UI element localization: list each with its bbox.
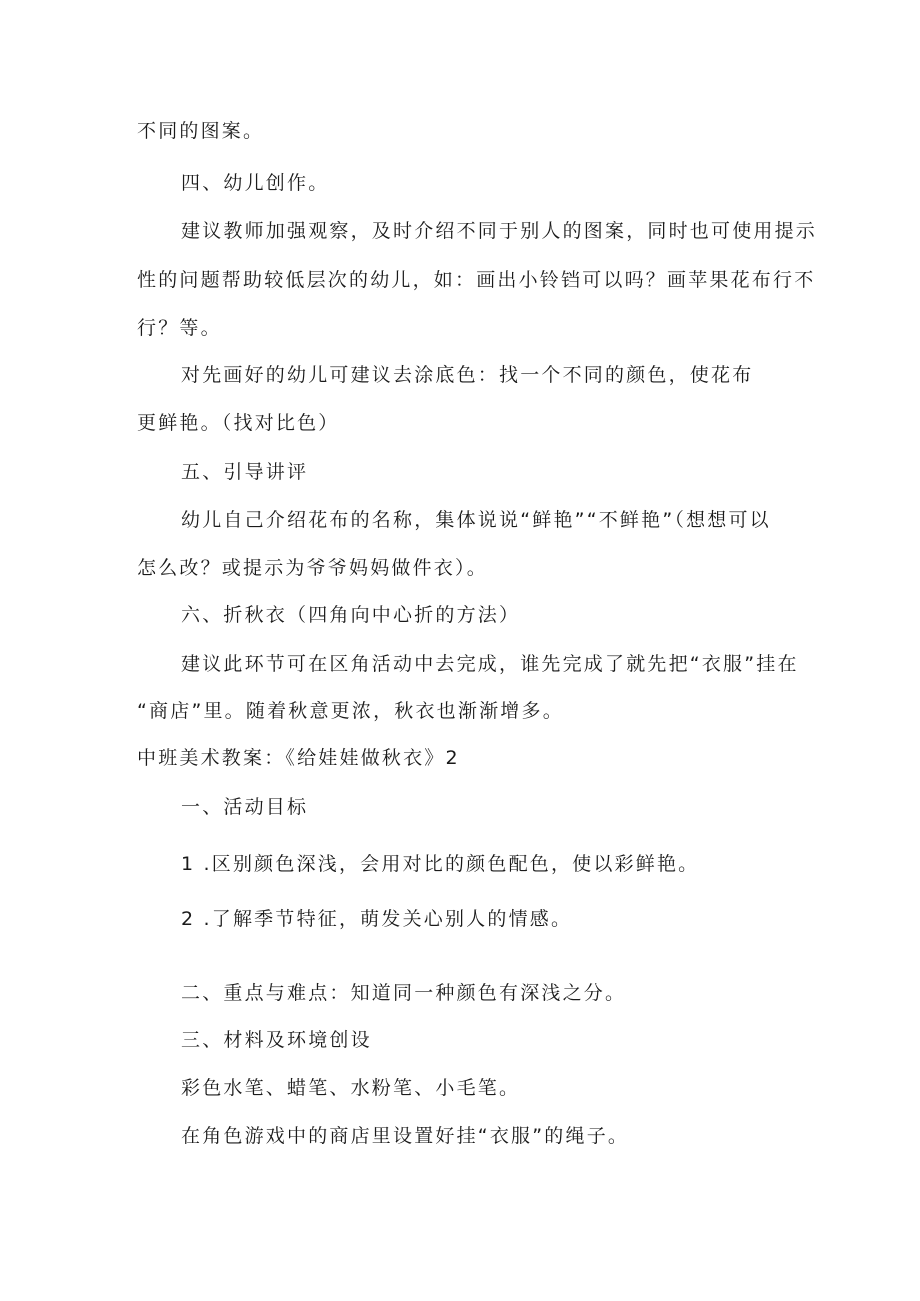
section-heading-2: 二、重点与难点：知道同一种颜色有深浅之分。 [181, 982, 627, 1004]
section-heading-6: 六、折秋衣（四角向中心折的方法） [181, 604, 521, 626]
section-heading-4: 四、幼儿创作。 [181, 172, 330, 194]
document-title: 中班美术教案：《给娃娃做秋衣》2 [137, 747, 460, 769]
section-heading-3: 三、材料及环境创设 [181, 1029, 372, 1051]
paragraph-line: 彩色水笔、蜡笔、水粉笔、小毛笔。 [181, 1077, 521, 1099]
paragraph-line: 更鲜艳。（找对比色） [137, 412, 340, 434]
paragraph-line: 行？等。 [137, 317, 222, 339]
paragraph-line: “商店”里。随着秋意更浓，秋衣也渐渐增多。 [137, 700, 564, 722]
list-item: 1 .区别颜色深浅，会用对比的颜色配色，使以彩鲜艳。 [181, 853, 700, 875]
paragraph-line: 建议此环节可在区角活动中去完成，谁先完成了就先把“衣服”挂在 [181, 653, 799, 675]
paragraph-line: 不同的图案。 [137, 120, 265, 142]
paragraph-line: 在角色游戏中的商店里设置好挂“衣服”的绳子。 [181, 1125, 630, 1147]
paragraph-line: 怎么改？或提示为爷爷妈妈做件衣）。 [137, 557, 488, 579]
paragraph-line: 建议教师加强观察，及时介绍不同于别人的图案，同时也可使用提示 [181, 220, 818, 242]
paragraph-line: 幼儿自己介绍花布的名称，集体说说“鲜艳”“不鲜艳”（想想可以 [181, 509, 771, 531]
paragraph-line: 对先画好的幼儿可建议去涂底色：找一个不同的颜色，使花布 [181, 364, 754, 386]
section-heading-5: 五、引导讲评 [181, 461, 309, 483]
section-heading-1: 一、活动目标 [181, 796, 309, 818]
list-item: 2 .了解季节特征，萌发关心别人的情感。 [181, 908, 573, 930]
paragraph-line: 性的问题帮助较低层次的幼儿，如：画出小铃铛可以吗？画苹果花布行不 [137, 269, 816, 291]
